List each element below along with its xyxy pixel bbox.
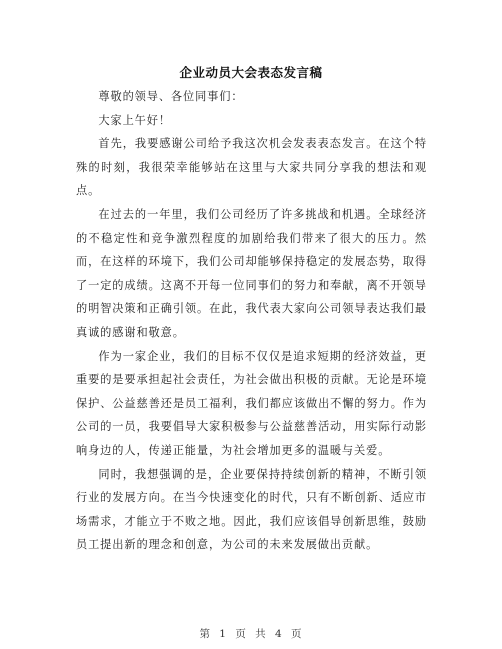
page-footer <box>0 626 502 641</box>
page-label-mid: 页 <box>235 628 247 640</box>
paragraph: 在过去的一年里，我们公司经历了许多挑战和机遇。全球经济的不稳定性和竞争激烈程度的加剧给我们带来了很大的压力。然而，在这样的环境下，我们公司却能够保持稳定的发展态势，取得了一定的成绩。这离不开每一位同事们的努力和奉献，离不开领导的明智决策和正确引领。在此，我代表大家向公司领导表达我们最真诚的感谢和敬意。 <box>76 207 427 339</box>
page-label-prefix: 第 <box>199 628 211 640</box>
document-title: 企业动员大会表态发言稿 <box>179 65 323 80</box>
greeting: 大家上午好！ <box>98 113 171 127</box>
current-page-number: 1 <box>219 628 227 640</box>
total-label: 共 <box>255 628 267 640</box>
paragraph: 首先，我要感谢公司给予我这次机会发表表态发言。在这个特殊的时刻，我很荣幸能够站在这里与大家共同分享我的想法和观点。 <box>76 137 427 198</box>
page-label-suffix: 页 <box>291 628 303 640</box>
paragraph: 作为一家企业，我们的目标不仅仅是追求短期的经济效益，更重要的是要承担起社会责任，为社会做出积极的贡献。无论是环境保护、公益慈善还是员工福利，我们都应该做出不懈的努力。作为公司的一员，我要倡导大家积极参与公益慈善活动，用实际行动影响身边的人，传递正能量，为社会增加更多的温暖与关爱。 <box>76 349 427 457</box>
salutation: 尊敬的领导、各位同事们： <box>98 90 244 103</box>
total-pages-number: 4 <box>275 628 283 640</box>
paragraph: 同时，我想强调的是，企业要保持持续创新的精神，不断引领行业的发展方向。在当今快速变化的时代，只有不断创新、适应市场需求，才能立于不败之地。因此，我们应该倡导创新思维，鼓励员工提出新的理念和创意，为公司的未来发展做出贡献。 <box>76 467 427 552</box>
document-body <box>76 85 427 557</box>
